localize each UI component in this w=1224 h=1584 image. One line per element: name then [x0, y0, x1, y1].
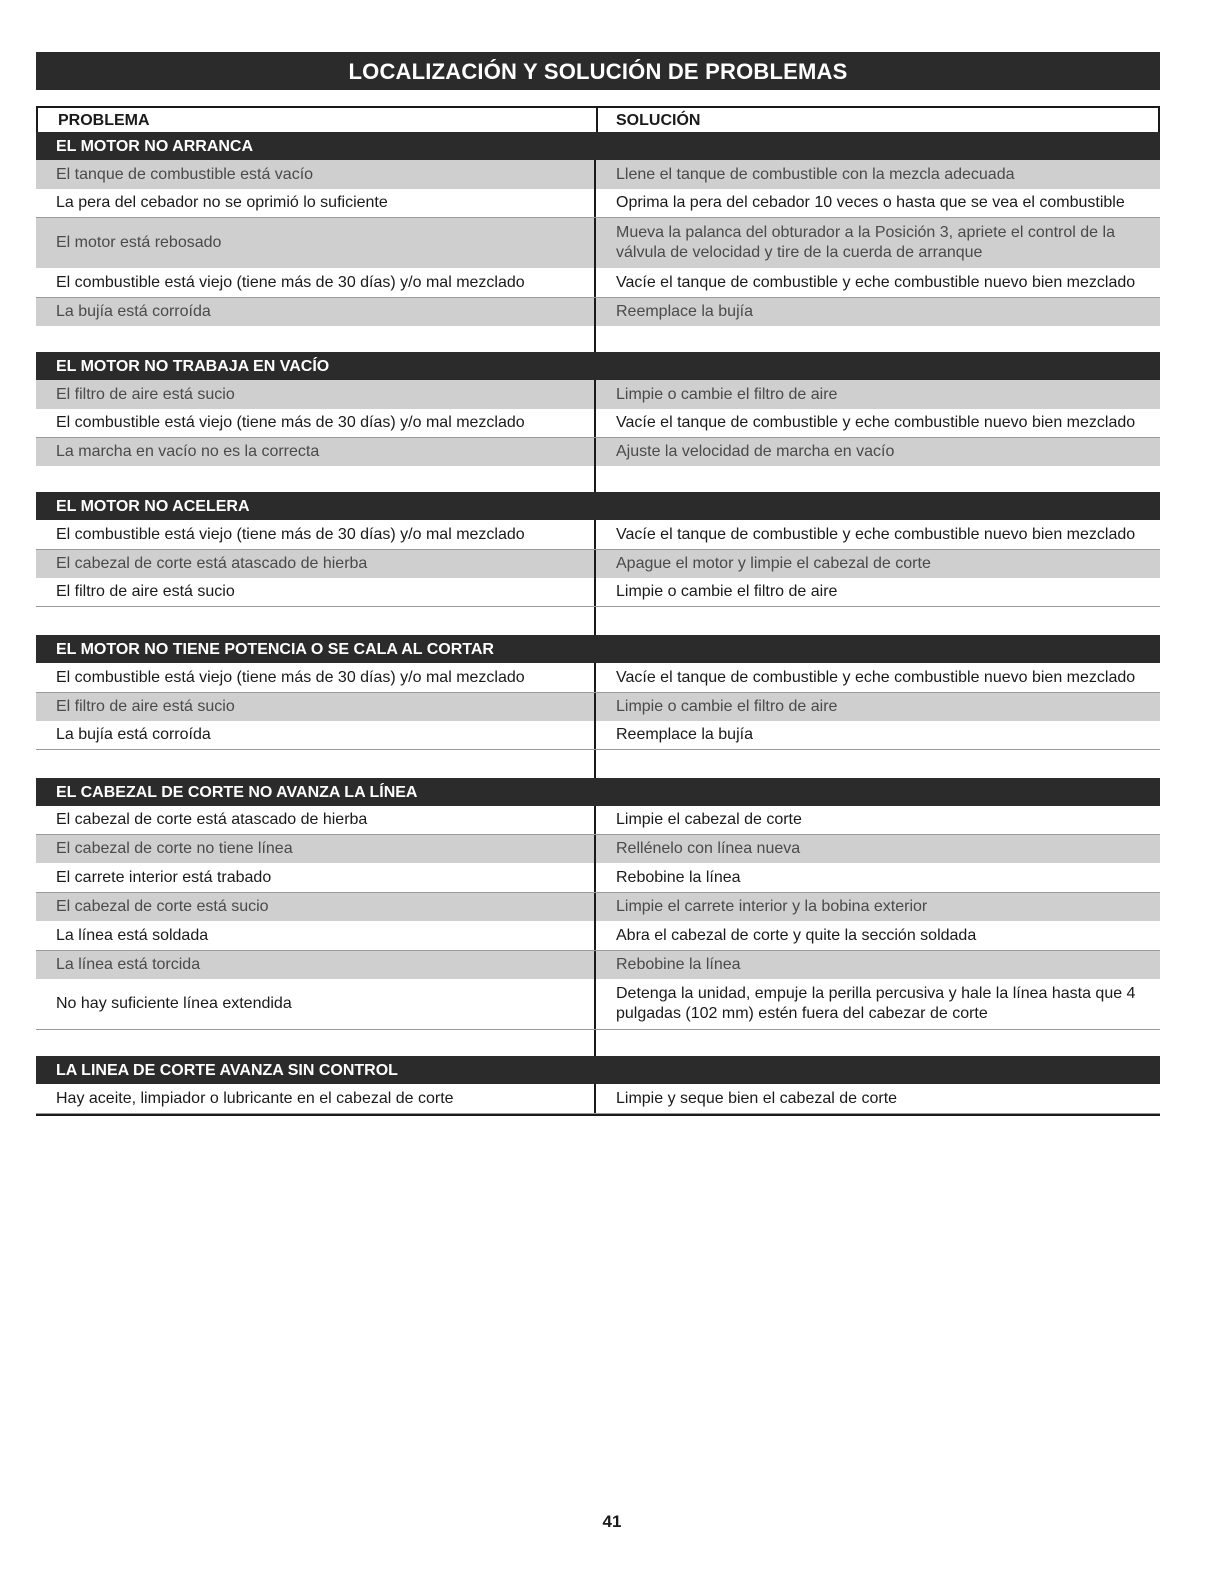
solution-cell: Llene el tanque de combustible con la mezcla adecuada [616, 165, 1015, 183]
problem-cell: El carrete interior está trabado [36, 863, 596, 892]
section-spacer [36, 750, 1160, 778]
problem-cell: El filtro de aire está sucio [36, 380, 596, 409]
problem-cell: El cabezal de corte no tiene línea [36, 835, 596, 863]
solution-cell: Abra el cabezal de corte y quite la sección soldada [616, 926, 977, 944]
solution-cell: Limpie el cabezal de corte [616, 811, 802, 828]
solution-cell: Limpie y seque bien el cabezal de corte [616, 1089, 898, 1107]
table-row [36, 520, 1160, 550]
table-row [36, 160, 1160, 189]
section-spacer [36, 607, 1160, 635]
table-row [36, 1084, 1160, 1114]
solution-cell: Oprima la pera del cebador 10 veces o hasta que se vea el combustible [616, 194, 1125, 211]
solution-cell: Vacíe el tanque de combustible y eche combustible nuevo bien mezclado [616, 668, 1136, 686]
problem-cell: La bujía está corroída [36, 298, 596, 326]
section-heading: EL CABEZAL DE CORTE NO AVANZA LA LÍNEA [36, 778, 1160, 806]
section-heading: EL MOTOR NO ACELERA [36, 492, 1160, 520]
table-row [36, 438, 1160, 466]
problem-cell: El motor está rebosado [36, 218, 596, 268]
table-bottom-rule [36, 1114, 1160, 1116]
problem-cell: La línea está soldada [36, 921, 596, 950]
table-row [36, 380, 1160, 409]
solution-cell: Vacíe el tanque de combustible y eche combustible nuevo bien mezclado [616, 525, 1136, 543]
section-spacer [36, 326, 1160, 352]
table-row [36, 979, 1160, 1030]
solution-cell: Rellénelo con línea nueva [616, 840, 801, 857]
section-spacer [36, 466, 1160, 492]
problem-cell: La bujía está corroída [36, 721, 596, 749]
page-title: LOCALIZACIÓN Y SOLUCIÓN DE PROBLEMAS [36, 52, 1160, 90]
solution-cell: Vacíe el tanque de combustible y eche combustible nuevo bien mezclado [616, 273, 1136, 291]
page-number: 41 [602, 1512, 622, 1531]
solution-cell: Limpie o cambie el filtro de aire [616, 698, 838, 715]
problem-cell: El tanque de combustible está vacío [36, 160, 596, 189]
problem-cell: El combustible está viejo (tiene más de 30 días) y/o mal mezclado [36, 409, 596, 437]
table-row [36, 951, 1160, 979]
problem-cell: El combustible está viejo (tiene más de 30 días) y/o mal mezclado [36, 520, 596, 549]
solution-cell: Limpie o cambie el filtro de aire [616, 583, 838, 600]
table-row [36, 663, 1160, 693]
table-row [36, 409, 1160, 438]
section-heading: EL MOTOR NO TIENE POTENCIA O SE CALA AL CORTAR [36, 635, 1160, 663]
section-heading: LA LINEA DE CORTE AVANZA SIN CONTROL [36, 1056, 1160, 1084]
problem-cell: No hay suficiente línea extendida [36, 979, 596, 1029]
column-header-solution: SOLUCIÓN [616, 112, 701, 129]
solution-cell: Apague el motor y limpie el cabezal de corte [616, 555, 931, 572]
solution-cell: Detenga la unidad, empuje la perilla percusiva y hale la línea hasta que 4 pulgadas (102 mm) estén fuera del cabezar de corte [616, 985, 1136, 1022]
table-row [36, 721, 1160, 750]
solution-cell: Rebobine la línea [616, 868, 741, 886]
problem-cell: El combustible está viejo (tiene más de 30 días) y/o mal mezclado [36, 663, 596, 692]
problem-cell: La línea está torcida [36, 951, 596, 979]
table-row [36, 893, 1160, 921]
solution-cell: Limpie o cambie el filtro de aire [616, 385, 838, 403]
table-row [36, 578, 1160, 607]
problem-cell: El cabezal de corte está sucio [36, 893, 596, 921]
problem-cell: El cabezal de corte está atascado de hierba [36, 806, 596, 834]
table-row [36, 693, 1160, 721]
problem-cell: Hay aceite, limpiador o lubricante en el cabezal de corte [36, 1084, 596, 1113]
section-heading: EL MOTOR NO ARRANCA [36, 132, 1160, 160]
table-row [36, 218, 1160, 268]
troubleshooting-table [36, 106, 1160, 1116]
solution-cell: Rebobine la línea [616, 956, 741, 973]
problem-cell: El combustible está viejo (tiene más de 30 días) y/o mal mezclado [36, 268, 596, 297]
section-spacer [36, 1030, 1160, 1056]
table-row [36, 189, 1160, 218]
solution-cell: Vacíe el tanque de combustible y eche combustible nuevo bien mezclado [616, 414, 1136, 431]
solution-cell: Reemplace la bujía [616, 303, 753, 320]
solution-cell: Limpie el carrete interior y la bobina exterior [616, 898, 928, 915]
table-row [36, 550, 1160, 578]
table-body [36, 132, 1160, 1114]
table-row [36, 806, 1160, 835]
table-row [36, 921, 1160, 951]
solution-cell: Ajuste la velocidad de marcha en vacío [616, 443, 895, 460]
table-header [36, 106, 1160, 132]
solution-cell: Mueva la palanca del obturador a la Posición 3, apriete el control de la válvula de velocidad y tire de la cuerda de arranque [616, 224, 1115, 261]
column-header-problem: PROBLEMA [38, 108, 598, 132]
table-row [36, 298, 1160, 326]
problem-cell: El cabezal de corte está atascado de hierba [36, 550, 596, 578]
problem-cell: La pera del cebador no se oprimió lo suficiente [36, 189, 596, 217]
problem-cell: El filtro de aire está sucio [36, 693, 596, 721]
table-row [36, 863, 1160, 893]
problem-cell: El filtro de aire está sucio [36, 578, 596, 606]
table-row [36, 835, 1160, 863]
problem-cell: La marcha en vacío no es la correcta [36, 438, 596, 466]
solution-cell: Reemplace la bujía [616, 726, 753, 743]
section-heading: EL MOTOR NO TRABAJA EN VACÍO [36, 352, 1160, 380]
table-row [36, 268, 1160, 298]
